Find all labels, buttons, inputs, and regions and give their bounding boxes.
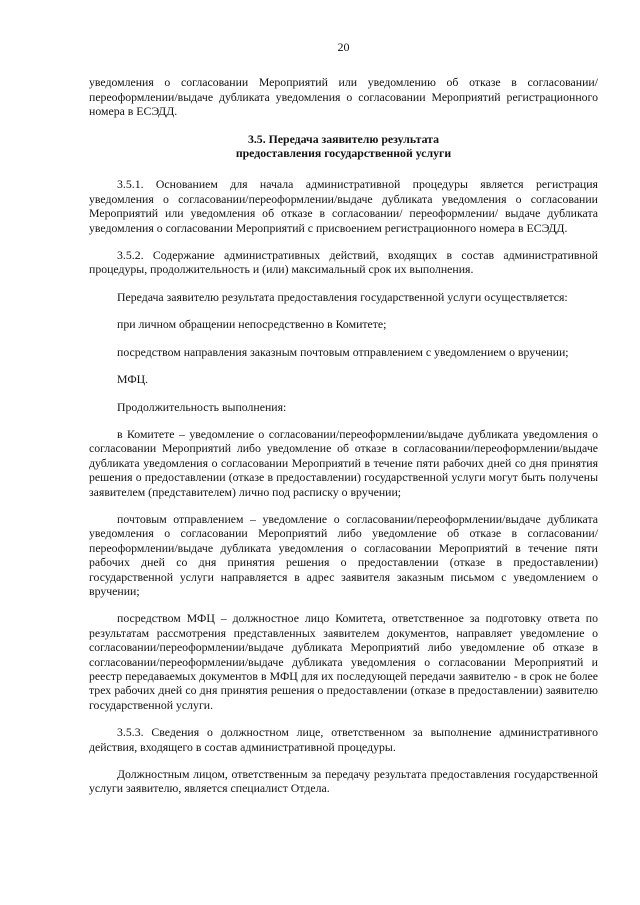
section-title-line-2: предоставления государственной услуги <box>235 146 452 161</box>
paragraph-postal: почтовым отправлением – уведомление о согласовании/переоформлении/выдаче дубликата уведомления о согласовании Мероприятий либо уведомление об отказе в согласовании/переоформлении/выдаче дубликата уведомления о согласовании Мероприятий в течение пяти рабочих дней со дня принятия решения о предоставлении (отказе в предоставлении) государственной услуги направляется в адрес заявителя заказным письмом с уведомлением о вручении; <box>89 511 598 598</box>
paragraph-duration: Продолжительность выполнения: <box>117 399 287 414</box>
paragraph-3-5-2: 3.5.2. Содержание административных действий, входящих в состав административной процедуры, продолжительность и (или) максимальный срок их выполнения. <box>89 248 598 277</box>
paragraph-in-committee: в Комитете – уведомление о согласовании/переоформлении/выдаче дубликата уведомления о согласовании Мероприятий либо уведомление об отказе в согласовании/переоформлении/выдаче дубликата уведомления о согласовании Мероприятий в течение пяти рабочих дней со дня принятия решения о предоставлении (отказе в предоставлении) государственной услуги могут быть получены заявителем (представителем) лично под расписку о вручении; <box>89 426 598 499</box>
paragraph-by-mail: посредством направления заказным почтовым отправлением с уведомлением о вручении; <box>117 344 569 359</box>
paragraph-in-person: при личном обращении непосредственно в Комитете; <box>117 317 387 332</box>
paragraph-mfc: МФЦ. <box>117 372 149 387</box>
paragraph-responsible: Должностным лицом, ответственным за передачу результата предоставления государственной услуги заявителю, является специалист Отдела. <box>89 767 598 796</box>
section-title <box>89 132 598 161</box>
paragraph-3-5-3: 3.5.3. Сведения о должностном лице, ответственном за выполнение административного действия, входящего в состав административной процедуры. <box>89 725 598 754</box>
paragraph-transfer: Передача заявителю результата предоставления государственной услуги осуществляется: <box>117 289 568 304</box>
paragraph-3-5-1: 3.5.1. Основанием для начала административной процедуры является регистрация уведомления о согласовании/переоформлении/выдаче дубликата уведомления о согласовании Мероприятий или уведомления об отказе в согласовании/ переоформлении/ выдаче дубликата уведомления о согласовании Мероприятий с присвоением регистрационного номера в ЕСЭДД. <box>89 177 598 235</box>
paragraph-via-mfc: посредством МФЦ – должностное лицо Комитета, ответственное за подготовку ответа по результатам рассмотрения представленных заявителем документов, направляет уведомление о согласовании/переоформлении/выдаче дубликата Мероприятий либо уведомление об отказе в согласовании/переоформлении/выдаче дубликата уведомления о согласовании Мероприятий и реестр передаваемых документов в МФЦ для их последующей передачи заявителю - в срок не более трех рабочих дней со дня принятия решения о предоставлении (отказе в предоставлении) заявителю государственной услуги. <box>89 611 598 712</box>
intro-paragraph: уведомления о согласовании Мероприятий или уведомлению об отказе в согласовании/переоформлении/выдаче дубликата уведомления о согласовании Мероприятий регистрационного номера в ЕСЭДД. <box>89 75 598 119</box>
section-title-line-1: 3.5. Передача заявителю результата <box>247 131 440 146</box>
page-number: 20 <box>337 40 350 54</box>
